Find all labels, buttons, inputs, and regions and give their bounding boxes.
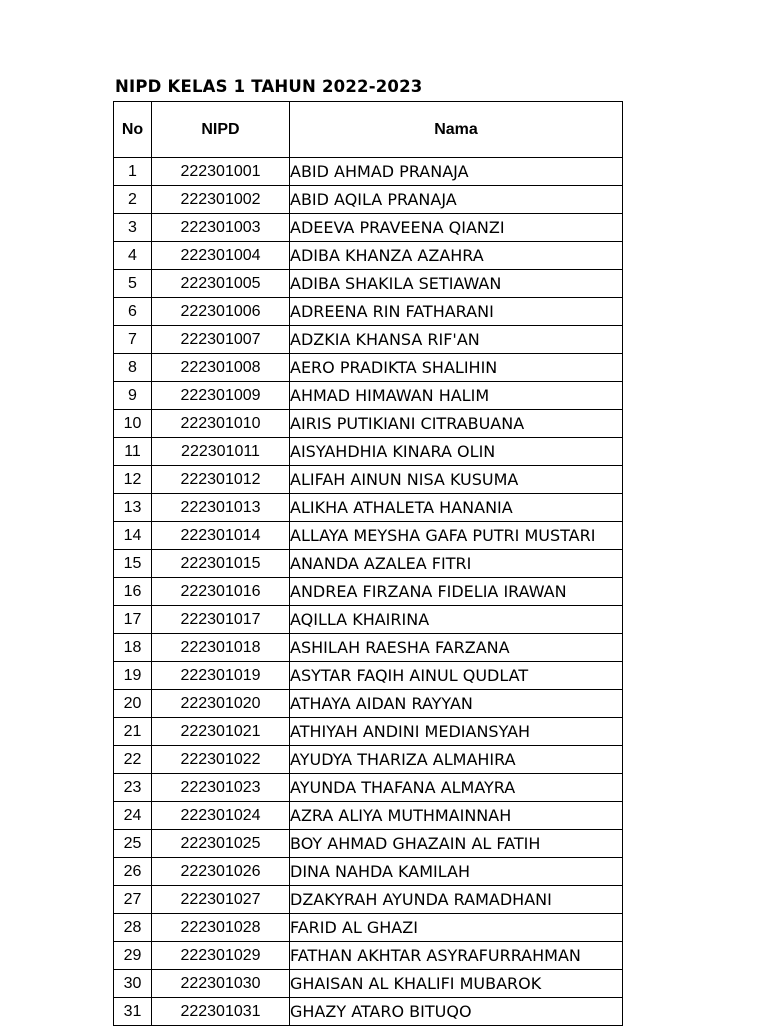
cell-nama (290, 158, 623, 186)
cell-no: 13 (114, 494, 152, 522)
table-row (114, 606, 623, 634)
cell-nama (290, 438, 623, 466)
cell-nama-text: ADREENA RIN FATHARANI (290, 301, 494, 321)
table-row (114, 326, 623, 354)
table-row (114, 830, 623, 858)
cell-nama-text: AISYAHDHIA KINARA OLIN (290, 441, 496, 461)
table-row (114, 298, 623, 326)
document-title: NIPD KELAS 1 TAHUN 2022-2023 (115, 77, 423, 96)
cell-no: 5 (114, 270, 152, 298)
cell-nama-text: GHAISAN AL KHALIFI MUBAROK (290, 973, 542, 993)
cell-no: 29 (114, 942, 152, 970)
table-body (114, 158, 623, 1026)
cell-nipd: 222301005 (152, 270, 290, 298)
cell-no: 10 (114, 410, 152, 438)
cell-nama-text: DINA NAHDA KAMILAH (290, 861, 470, 881)
cell-nama-text: FATHAN AKHTAR ASYRAFURRAHMAN (290, 945, 581, 965)
cell-no: 20 (114, 690, 152, 718)
header-nipd: NIPD (152, 102, 290, 158)
cell-nipd: 222301021 (152, 718, 290, 746)
cell-nipd: 222301018 (152, 634, 290, 662)
cell-nama (290, 466, 623, 494)
table-row (114, 466, 623, 494)
cell-nama-text: ALIKHA ATHALETA HANANIA (290, 497, 513, 517)
cell-no: 4 (114, 242, 152, 270)
cell-nama (290, 382, 623, 410)
cell-nama-text: AIRIS PUTIKIANI CITRABUANA (290, 413, 525, 433)
cell-no: 21 (114, 718, 152, 746)
cell-nipd: 222301026 (152, 858, 290, 886)
cell-nama-text: ADIBA SHAKILA SETIAWAN (290, 273, 502, 293)
cell-nama-text: ADZKIA KHANSA RIF'AN (290, 329, 480, 349)
cell-nama-text: ATHIYAH ANDINI MEDIANSYAH (290, 721, 531, 741)
cell-nama-text: ABID AQILA PRANAJA (290, 189, 457, 209)
table-row (114, 270, 623, 298)
cell-nama-text: ATHAYA AIDAN RAYYAN (290, 693, 473, 713)
cell-nama-text: ASYTAR FAQIH AINUL QUDLAT (290, 665, 529, 685)
header-no: No (114, 102, 152, 158)
table-row (114, 494, 623, 522)
cell-nipd: 222301012 (152, 466, 290, 494)
cell-no: 2 (114, 186, 152, 214)
table-row (114, 410, 623, 438)
cell-nama-text: GHAZY ATARO BITUQO (290, 1001, 472, 1021)
student-table (113, 101, 623, 1026)
cell-no: 14 (114, 522, 152, 550)
cell-nipd: 222301013 (152, 494, 290, 522)
table-row (114, 970, 623, 998)
table-row (114, 438, 623, 466)
cell-nama (290, 774, 623, 802)
cell-nipd: 222301001 (152, 158, 290, 186)
cell-nama-text: ADIBA KHANZA AZAHRA (290, 245, 484, 265)
cell-nama (290, 494, 623, 522)
cell-nipd: 222301004 (152, 242, 290, 270)
cell-nipd: 222301029 (152, 942, 290, 970)
cell-no: 18 (114, 634, 152, 662)
cell-no: 16 (114, 578, 152, 606)
cell-no: 27 (114, 886, 152, 914)
header-nama: Nama (290, 102, 623, 158)
cell-nama-text: ADEEVA PRAVEENA QIANZI (290, 217, 505, 237)
cell-nama (290, 690, 623, 718)
cell-no: 19 (114, 662, 152, 690)
table-row (114, 242, 623, 270)
cell-nipd: 222301019 (152, 662, 290, 690)
table-row (114, 914, 623, 942)
cell-nipd: 222301014 (152, 522, 290, 550)
cell-nama-text: FARID AL GHAZI (290, 917, 418, 937)
table-row (114, 354, 623, 382)
cell-nama (290, 830, 623, 858)
cell-nama-text: AERO PRADIKTA SHALIHIN (290, 357, 498, 377)
cell-nama (290, 998, 623, 1026)
cell-no: 9 (114, 382, 152, 410)
cell-no: 24 (114, 802, 152, 830)
table-row (114, 886, 623, 914)
cell-nama-text: ASHILAH RAESHA FARZANA (290, 637, 510, 657)
table-row (114, 746, 623, 774)
table-row (114, 214, 623, 242)
cell-nama (290, 634, 623, 662)
cell-nipd: 222301024 (152, 802, 290, 830)
cell-no: 1 (114, 158, 152, 186)
cell-nama-text: BOY AHMAD GHAZAIN AL FATIH (290, 833, 541, 853)
cell-nipd: 222301031 (152, 998, 290, 1026)
cell-nipd: 222301010 (152, 410, 290, 438)
cell-nipd: 222301022 (152, 746, 290, 774)
cell-nama (290, 606, 623, 634)
cell-no: 25 (114, 830, 152, 858)
cell-nama-text: AYUNDA THAFANA ALMAYRA (290, 777, 516, 797)
cell-nama-text: ALIFAH AINUN NISA KUSUMA (290, 469, 519, 489)
cell-nipd: 222301011 (152, 438, 290, 466)
cell-no: 17 (114, 606, 152, 634)
cell-nama (290, 802, 623, 830)
table-row (114, 858, 623, 886)
cell-nama (290, 858, 623, 886)
cell-nama (290, 186, 623, 214)
table-row (114, 550, 623, 578)
cell-nipd: 222301017 (152, 606, 290, 634)
table-row (114, 158, 623, 186)
cell-nama-text: AZRA ALIYA MUTHMAINNAH (290, 805, 512, 825)
table-row (114, 690, 623, 718)
cell-nipd: 222301023 (152, 774, 290, 802)
cell-nipd: 222301027 (152, 886, 290, 914)
cell-nama-text: DZAKYRAH AYUNDA RAMADHANI (290, 889, 552, 909)
cell-no: 6 (114, 298, 152, 326)
cell-no: 30 (114, 970, 152, 998)
table-row (114, 578, 623, 606)
cell-nama (290, 326, 623, 354)
table-row (114, 998, 623, 1026)
cell-nama (290, 522, 623, 550)
cell-nipd: 222301030 (152, 970, 290, 998)
cell-nama (290, 886, 623, 914)
cell-nipd: 222301020 (152, 690, 290, 718)
cell-no: 12 (114, 466, 152, 494)
cell-nama (290, 914, 623, 942)
cell-no: 3 (114, 214, 152, 242)
cell-nipd: 222301002 (152, 186, 290, 214)
cell-nipd: 222301028 (152, 914, 290, 942)
cell-nama (290, 550, 623, 578)
cell-no: 23 (114, 774, 152, 802)
cell-nama (290, 578, 623, 606)
table-row (114, 942, 623, 970)
table-row (114, 634, 623, 662)
cell-nama-text: ABID AHMAD PRANAJA (290, 161, 469, 181)
table-row (114, 382, 623, 410)
cell-no: 15 (114, 550, 152, 578)
cell-nama (290, 298, 623, 326)
cell-nama-text: ANDREA FIRZANA FIDELIA IRAWAN (290, 581, 567, 601)
table-row (114, 774, 623, 802)
cell-nipd: 222301016 (152, 578, 290, 606)
cell-nama (290, 270, 623, 298)
table-row (114, 522, 623, 550)
cell-no: 28 (114, 914, 152, 942)
cell-no: 31 (114, 998, 152, 1026)
table-row (114, 802, 623, 830)
cell-no: 11 (114, 438, 152, 466)
cell-nama-text: ANANDA AZALEA FITRI (290, 553, 472, 573)
cell-nama (290, 214, 623, 242)
cell-nipd: 222301003 (152, 214, 290, 242)
cell-nipd: 222301008 (152, 354, 290, 382)
cell-nama-text: ALLAYA MEYSHA GAFA PUTRI MUSTARI (290, 525, 596, 545)
table-header-row (114, 102, 623, 158)
cell-nama-text: AQILLA KHAIRINA (290, 609, 430, 629)
cell-nama (290, 942, 623, 970)
cell-nama (290, 242, 623, 270)
cell-nama (290, 354, 623, 382)
cell-nipd: 222301009 (152, 382, 290, 410)
cell-nipd: 222301015 (152, 550, 290, 578)
table-row (114, 718, 623, 746)
cell-nama (290, 746, 623, 774)
cell-no: 22 (114, 746, 152, 774)
cell-nipd: 222301007 (152, 326, 290, 354)
table-row (114, 186, 623, 214)
cell-no: 7 (114, 326, 152, 354)
cell-nipd: 222301025 (152, 830, 290, 858)
cell-nama-text: AYUDYA THARIZA ALMAHIRA (290, 749, 516, 769)
cell-nipd: 222301006 (152, 298, 290, 326)
cell-nama (290, 970, 623, 998)
cell-no: 8 (114, 354, 152, 382)
cell-nama-text: AHMAD HIMAWAN HALIM (290, 385, 490, 405)
cell-nama (290, 410, 623, 438)
cell-nama (290, 662, 623, 690)
cell-nama (290, 718, 623, 746)
table-row (114, 662, 623, 690)
cell-no: 26 (114, 858, 152, 886)
